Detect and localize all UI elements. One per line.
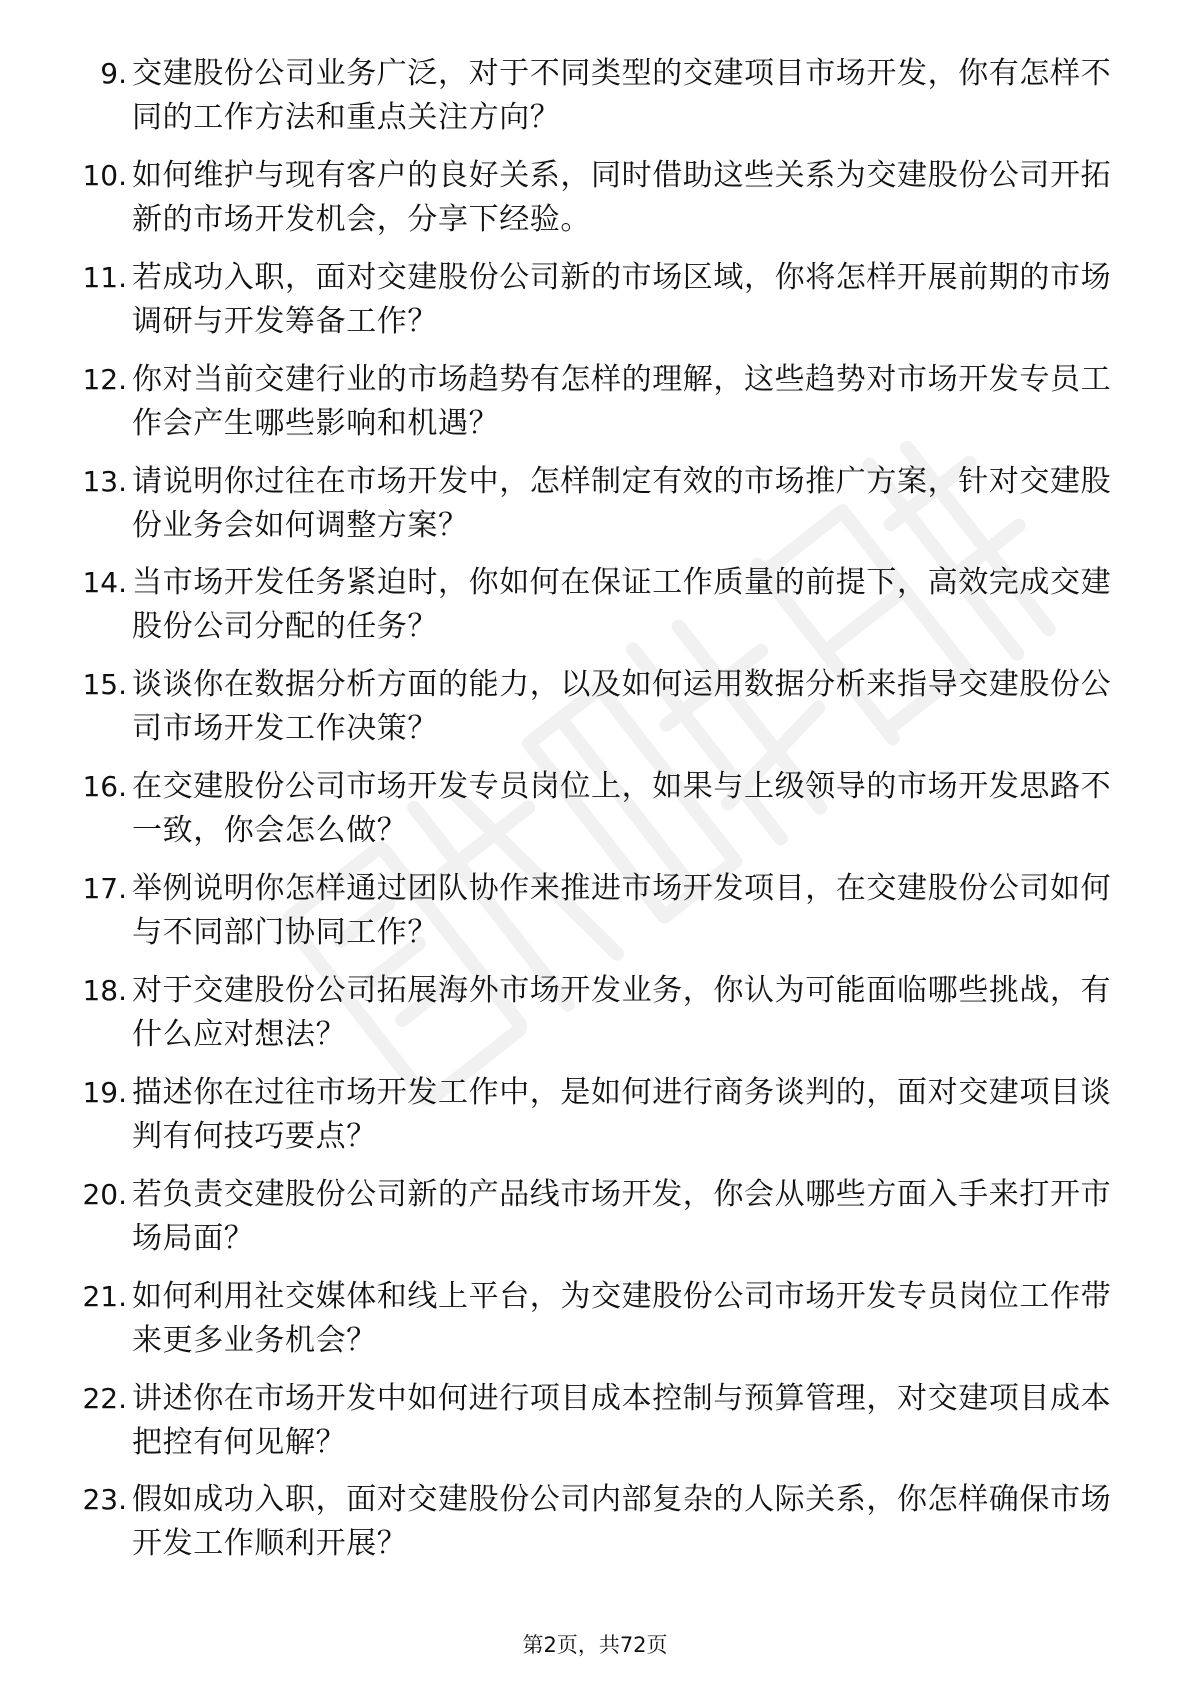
question-text: 当市场开发任务紧迫时，你如何在保证工作质量的前提下，高效完成交建股份公司分配的任务？ — [132, 565, 1112, 645]
question-text: 对于交建股份公司拓展海外市场开发业务，你认为可能面临哪些挑战，有什么应对想法？ — [132, 973, 1112, 1053]
page-footer: 第2页，共72页 — [522, 1633, 668, 1657]
question-item — [0, 765, 1190, 867]
question-number: 15. — [82, 668, 127, 702]
question-text: 描述你在过往市场开发工作中，是如何进行商务谈判的，面对交建项目谈判有何技巧要点？ — [132, 1074, 1112, 1154]
question-number: 12. — [82, 362, 127, 396]
question-item — [0, 969, 1190, 1071]
question-item — [0, 663, 1190, 765]
question-item — [0, 561, 1190, 663]
question-item — [0, 154, 1190, 256]
question-text: 若负责交建股份公司新的产品线市场开发，你会从哪些方面入手来打开市场局面？ — [132, 1176, 1112, 1256]
question-item — [0, 1478, 1190, 1580]
question-text: 假如成功入职，面对交建股份公司内部复杂的人际关系，你怎样确保市场开发工作顺利开展？ — [132, 1482, 1112, 1562]
question-text: 如何维护与现有客户的良好关系，同时借助这些关系为交建股份公司开拓新的市场开发机会，分享下经验。 — [132, 157, 1112, 237]
question-list — [0, 52, 1190, 1580]
question-item — [0, 1275, 1190, 1377]
question-text: 交建股份公司业务广泛，对于不同类型的交建项目市场开发，你有怎样不同的工作方法和重点关注方向？ — [132, 56, 1112, 135]
question-item — [0, 358, 1190, 460]
question-number: 22. — [82, 1381, 127, 1415]
question-number: 10. — [82, 158, 127, 192]
question-text: 请说明你过往在市场开发中，怎样制定有效的市场推广方案，针对交建股份业务会如何调整方案？ — [132, 463, 1112, 543]
question-number: 20. — [82, 1177, 127, 1211]
question-item — [0, 460, 1190, 562]
question-item — [0, 256, 1190, 358]
question-text: 如何利用社交媒体和线上平台，为交建股份公司市场开发专员岗位工作带来更多业务机会？ — [132, 1278, 1112, 1358]
question-text: 讲述你在市场开发中如何进行项目成本控制与预算管理，对交建项目成本把控有何见解？ — [132, 1380, 1112, 1460]
question-item — [0, 1377, 1190, 1479]
question-number: 11. — [82, 260, 127, 294]
question-number: 18. — [82, 974, 127, 1008]
question-number: 14. — [82, 566, 127, 600]
question-item — [0, 52, 1190, 154]
question-number: 23. — [82, 1483, 127, 1517]
question-text: 你对当前交建行业的市场趋势有怎样的理解，这些趋势对市场开发专员工作会产生哪些影响和机遇？ — [132, 361, 1112, 441]
question-item — [0, 1173, 1190, 1275]
question-number: 19. — [82, 1075, 127, 1109]
question-item — [0, 1071, 1190, 1173]
question-text: 举例说明你怎样通过团队协作来推进市场开发项目，在交建股份公司如何与不同部门协同工作？ — [132, 871, 1112, 951]
question-number: 17. — [82, 872, 127, 906]
question-text: 在交建股份公司市场开发专员岗位上，如果与上级领导的市场开发思路不一致，你会怎么做？ — [132, 769, 1112, 849]
question-item — [0, 867, 1190, 969]
question-number: 16. — [82, 770, 127, 804]
question-number: 13. — [82, 464, 127, 498]
question-number: 9. — [100, 57, 127, 90]
question-text: 谈谈你在数据分析方面的能力，以及如何运用数据分析来指导交建股份公司市场开发工作决策？ — [132, 667, 1112, 747]
question-number: 21. — [82, 1279, 127, 1313]
question-text: 若成功入职，面对交建股份公司新的市场区域，你将怎样开展前期的市场调研与开发筹备工作？ — [132, 259, 1112, 339]
